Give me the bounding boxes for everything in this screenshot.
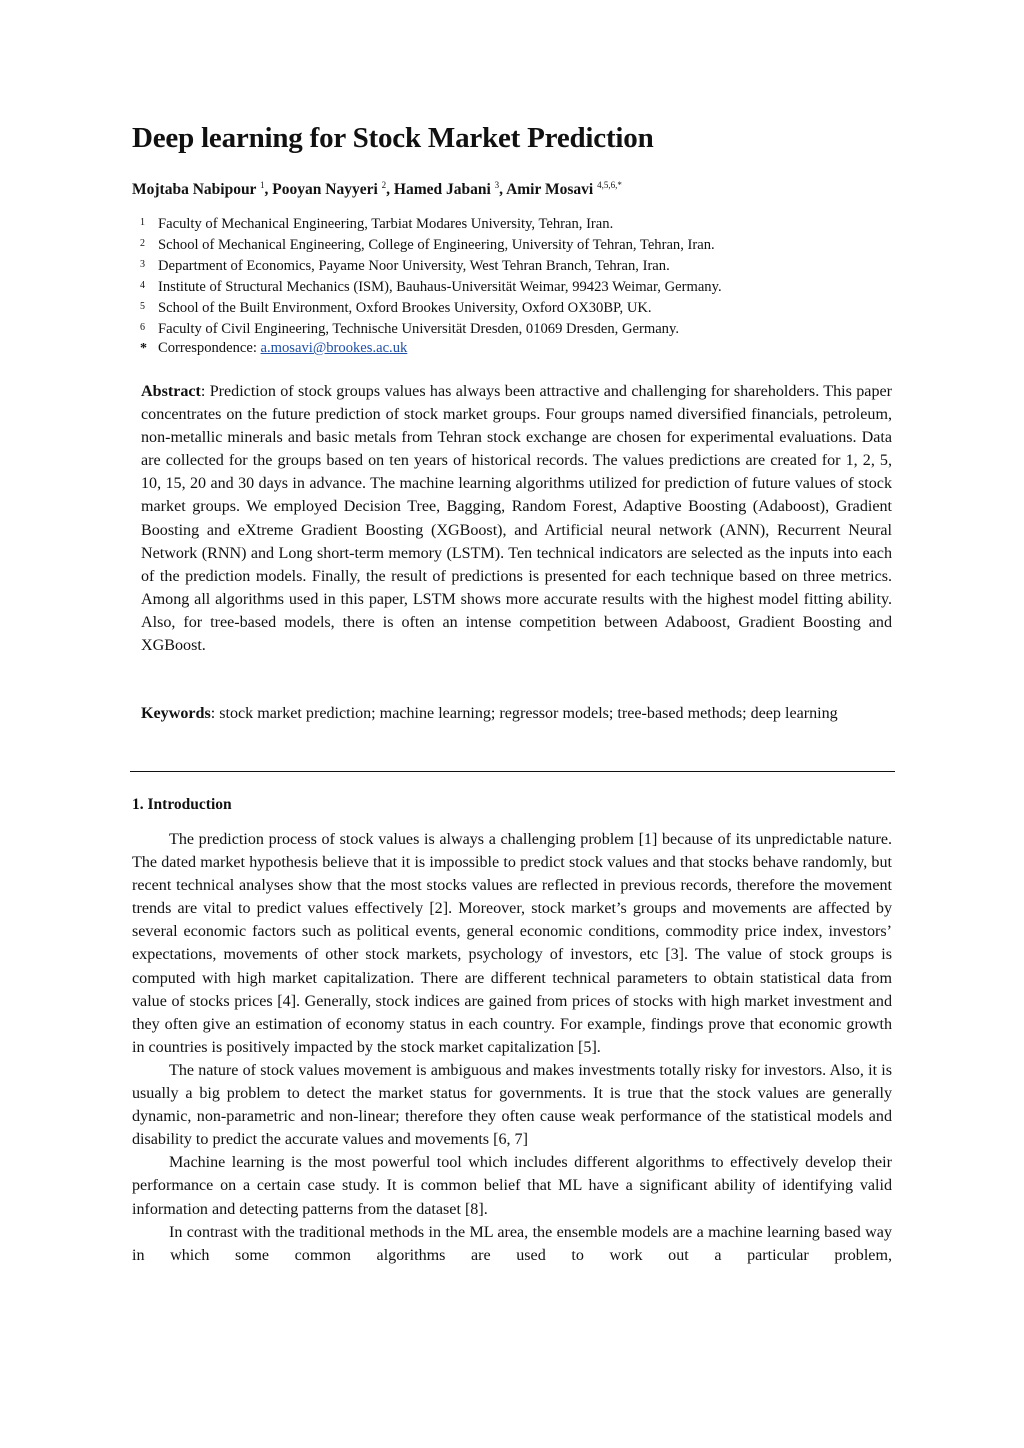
affiliation-number: 6 (140, 322, 145, 333)
keywords (141, 702, 892, 725)
abstract-text: : Prediction of stock groups values has always been attractive and challenging for shareholders. This paper concentrates on the future prediction of stock market groups. Four groups named diversified financials, petroleum, non-metallic minerals and basic metals from Tehran stock exchange are chosen for experimental evaluations. Data are collected for the groups based on ten years of historical records. The values predictions are created for 1, 2, 5, 10, 15, 20 and 30 days in advance. The machine learning algorithms utilized for prediction of future values of stock market groups. We employed Decision Tree, Bagging, Random Forest, Adaptive Boosting (Adaboost), Gradient Boosting and eXtreme Gradient Boosting (XGBoost), and Artificial neural network (ANN), Recurrent Neural Network (RNN) and Long short-term memory (LSTM). Ten technical indicators are selected as the inputs into each of the prediction models. Finally, the result of predictions is presented for each technique based on three metrics. Among all algorithms used in this paper, LSTM shows more accurate results with the highest model fitting ability. Also, for tree-based models, there is often an intense competition between Adaboost, Gradient Boosting and XGBoost. (141, 383, 892, 655)
abstract (141, 380, 892, 657)
affiliation-text: Institute of Structural Mechanics (ISM), Bauhaus-Universität Weimar, 99423 Weimar, Germany. (158, 279, 722, 295)
body-paragraph: The prediction process of stock values is always a challenging problem [1] because of its unpredictable nature. The dated market hypothesis believe that it is impossible to predict stock values and that stocks behave randomly, but recent technical analyses show that the most stocks values are reflected in previous records, therefore the movement trends are vital to predict values effectively [2]. Moreover, stock market’s groups and movements are affected by several economic factors such as political events, general economic conditions, commodity price index, investors’ expectations, movements of other stock markets, psychology of investors, etc [3]. The value of stock groups is computed with high market capitalization. There are different technical parameters to obtain statistical data from value of stocks prices [4]. Generally, stock indices are gained from prices of stocks with high market investment and they often give an estimation of economy status in each country. For example, findings prove that economic growth in countries is positively impacted by the stock market capitalization [5]. (132, 831, 892, 1056)
correspondence-line (140, 338, 900, 359)
abstract-label: Abstract (141, 383, 201, 400)
section-heading: 1. Introduction (132, 796, 232, 813)
affiliation-number: 3 (140, 259, 145, 270)
author (394, 181, 506, 198)
body-paragraph: The nature of stock values movement is ambiguous and makes investments totally risky for investors. Also, it is usually a big problem to detect the market status for governments. It is true that the stock values are generally dynamic, non-parametric and non-linear; therefore they often cause weak performance of the statistical models and disability to predict the accurate values and movements [6, 7] (132, 1061, 892, 1149)
affiliation-number: 1 (140, 217, 145, 228)
affiliation-number: 2 (140, 238, 145, 249)
affiliation-number: 5 (140, 301, 145, 312)
affiliation-text: Faculty of Civil Engineering, Technische Universität Dresden, 01069 Dresden, Germany. (158, 321, 679, 337)
keywords-label: Keywords (141, 705, 211, 722)
author-name: Mojtaba Nabipour (132, 181, 257, 198)
author-separator: , (386, 181, 394, 198)
affiliation-list (140, 212, 900, 359)
affiliation-text: Faculty of Mechanical Engineering, Tarbiat Modares University, Tehran, Iran. (158, 216, 614, 232)
affiliation-item (140, 317, 900, 338)
introduction-body (132, 828, 892, 1267)
author-affiliation-marker: 1 (260, 180, 265, 190)
body-paragraph: Machine learning is the most powerful tool which includes different algorithms to effectively develop their performance on a certain case study. It is common belief that ML have a significant ability of identifying valid information and detecting patterns from the dataset [8]. (132, 1154, 892, 1218)
author-separator: , (264, 181, 273, 198)
affiliation-number: 4 (140, 280, 145, 291)
affiliation-item (140, 275, 900, 296)
correspondence-marker: * (140, 341, 147, 356)
author-affiliation-marker: 3 (494, 180, 500, 190)
author-name: Amir Mosavi (506, 181, 594, 198)
affiliation-item (140, 296, 900, 317)
author-name: Hamed Jabani (393, 181, 491, 198)
affiliation-item (140, 254, 900, 275)
keywords-text: : stock market prediction; machine learning; regressor models; tree-based methods; deep learning (210, 705, 838, 722)
body-paragraph: In contrast with the traditional methods in the ML area, the ensemble models are a machine learning based way in which some common algorithms are used to work out a particular problem, (132, 1223, 892, 1264)
author (132, 181, 272, 198)
affiliation-text: School of the Built Environment, Oxford Brookes University, Oxford OX30BP, UK. (158, 300, 652, 316)
author (506, 181, 622, 198)
affiliation-item (140, 233, 900, 254)
affiliation-text: School of Mechanical Engineering, College of Engineering, University of Tehran, Tehran, Iran. (158, 237, 715, 253)
author-name: Pooyan Nayyeri (272, 181, 378, 198)
correspondence-label: Correspondence: (158, 340, 261, 356)
author-affiliation-marker: 4,5,6,* (597, 180, 622, 190)
author (272, 181, 394, 198)
affiliation-text: Department of Economics, Payame Noor University, West Tehran Branch, Tehran, Iran. (158, 258, 670, 274)
affiliation-item (140, 212, 900, 233)
author-list (132, 180, 622, 199)
author-affiliation-marker: 2 (381, 180, 387, 190)
author-separator: , (499, 181, 507, 198)
correspondence-email-link[interactable]: a.mosavi@brookes.ac.uk (260, 340, 408, 356)
paper-title: Deep learning for Stock Market Prediction (132, 122, 654, 154)
section-divider (130, 771, 895, 772)
